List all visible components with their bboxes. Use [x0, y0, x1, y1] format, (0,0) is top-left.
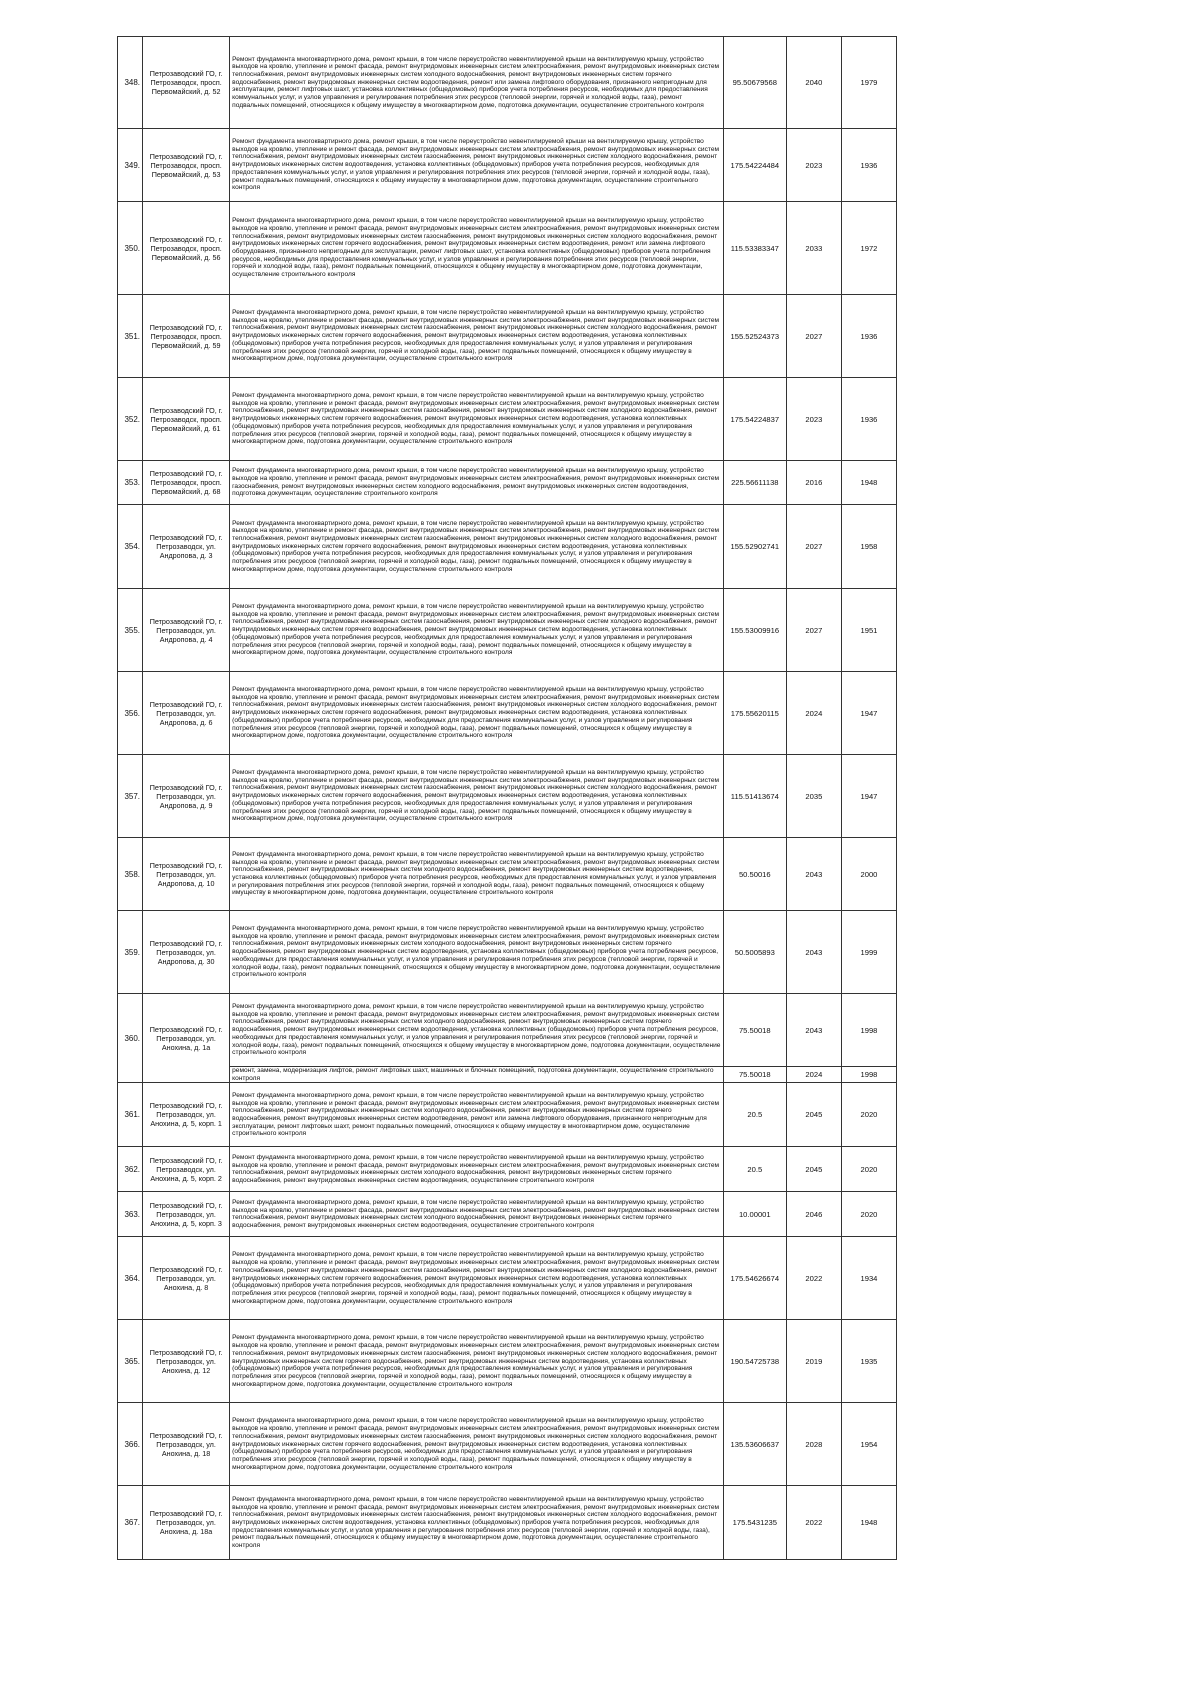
repair-works: Ремонт фундамента многоквартирного дома, ремонт крыши, в том числе переустройство невентилируемой крыши на вентилируемую крышу, устройство выходов на кровлю, утепление и ремонт фасада, ремонт внутридомовых инженерных систем электроснабжения, ремонт внутридомовых инженерных систем теплоснабжения, ремонт внутридомовых инженерных систем газоснабжения, ремонт внутридомовых инженерных систем холодного водоснабжения, ремонт внутридомовых инженерных систем горячего водоснабжения, ремонт внутридомовых инженерных систем водоотведения, установка коллективных (общедомовых) приборов учета потребления ресурсов, необходимых для предоставления коммунальных услуг, и узлов управления и регулирования потребления этих ресурсов (тепловой энергии, горячей и холодной воды, газа), ремонт подвальных помещений, относящихся к общему имуществу в многоквартирном доме, подготовка документации, осуществление строительного контроля [230, 1403, 724, 1486]
repair-works: Ремонт фундамента многоквартирного дома, ремонт крыши, в том числе переустройство невентилируемой крыши на вентилируемую крышу, устройство выходов на кровлю, утепление и ремонт фасада, ремонт внутридомовых инженерных систем электроснабжения, ремонт внутридомовых инженерных систем теплоснабжения, ремонт внутридомовых инженерных систем газоснабжения, ремонт внутридомовых инженерных систем холодного водоснабжения, ремонт внутридомовых инженерных систем горячего водоснабжения, ремонт внутридомовых инженерных систем водоотведения, установка коллективных (общедомовых) приборов учета потребления ресурсов, необходимых для предоставления коммунальных услуг, и узлов управления и регулирования потребления этих ресурсов (тепловой энергии, горячей и холодной воды, газа), ремонт подвальных помещений, относящихся к общему имуществу в многоквартирном доме, подготовка документации, осуществление строительного контроля [230, 755, 724, 838]
table-row [118, 1320, 897, 1403]
planned-year: 2033 [786, 202, 841, 295]
house-address: Петрозаводский ГО, г. Петрозаводск, ул. Андропова, д. 10 [143, 838, 230, 911]
planned-year: 2043 [786, 911, 841, 994]
table-row [118, 37, 897, 129]
table-subrow [118, 1067, 897, 1083]
construction-year: 1951 [841, 589, 896, 672]
table-row [118, 378, 897, 461]
repair-works: Ремонт фундамента многоквартирного дома, ремонт крыши, в том числе переустройство невентилируемой крыши на вентилируемую крышу, устройство выходов на кровлю, утепление и ремонт фасада, ремонт внутридомовых инженерных систем электроснабжения, ремонт внутридомовых инженерных систем теплоснабжения, ремонт внутридомовых инженерных систем холодного водоснабжения, ремонт внутридомовых инженерных систем водоотведения, установка коллективных (общедомовых) приборов учета потребления ресурсов, необходимых для предоставления коммунальных услуг, и узлов управления и регулирования потребления этих ресурсов (тепловой энергии, горячей и холодной воды, газа), ремонт подвальных помещений, относящихся к общему имуществу в многоквартирном доме, подготовка документации, осуществление строительного контроля [230, 838, 724, 911]
repair-works: Ремонт фундамента многоквартирного дома, ремонт крыши, в том числе переустройство невентилируемой крыши на вентилируемую крышу, устройство выходов на кровлю, утепление и ремонт фасада, ремонт внутридомовых инженерных систем электроснабжения, ремонт внутридомовых инженерных систем теплоснабжения, ремонт внутридомовых инженерных систем газоснабжения, ремонт внутридомовых инженерных систем холодного водоснабжения, ремонт внутридомовых инженерных систем горячего водоснабжения, ремонт внутридомовых инженерных систем водоотведения, установка коллективных (общедомовых) приборов учета потребления ресурсов, необходимых для предоставления коммунальных услуг, и узлов управления и регулирования потребления этих ресурсов (тепловой энергии, горячей и холодной воды, газа), ремонт подвальных помещений, относящихся к общему имуществу в многоквартирном доме, подготовка документации, осуществление строительного контроля [230, 589, 724, 672]
repair-cost: 20.5 [723, 1147, 786, 1192]
row-number: 358. [118, 838, 143, 911]
row-number: 359. [118, 911, 143, 994]
construction-year: 1947 [841, 672, 896, 755]
repair-cost: 175.54224837 [723, 378, 786, 461]
planned-year: 2024 [786, 672, 841, 755]
planned-year: 2019 [786, 1320, 841, 1403]
table-row [118, 994, 897, 1067]
construction-year: 2000 [841, 838, 896, 911]
table-row [118, 1192, 897, 1237]
row-number: 365. [118, 1320, 143, 1403]
table-row [118, 295, 897, 378]
construction-year: 1935 [841, 1320, 896, 1403]
repair-cost: 50.50016 [723, 838, 786, 911]
house-address: Петрозаводский ГО, г. Петрозаводск, ул. Анохина, д. 8 [143, 1237, 230, 1320]
row-number: 349. [118, 129, 143, 202]
repair-works: ремонт, замена, модернизация лифтов, ремонт лифтовых шахт, машинных и блочных помещений, подготовка документации, осуществление строительного контроля [230, 1067, 724, 1083]
house-address: Петрозаводский ГО, г. Петрозаводск, ул. Андропова, д. 9 [143, 755, 230, 838]
table-row [118, 1237, 897, 1320]
house-address: Петрозаводский ГО, г. Петрозаводск, ул. Анохина, д. 12 [143, 1320, 230, 1403]
construction-year: 1972 [841, 202, 896, 295]
row-number: 355. [118, 589, 143, 672]
repair-cost: 155.52902741 [723, 505, 786, 589]
planned-year: 2043 [786, 838, 841, 911]
planned-year: 2027 [786, 295, 841, 378]
house-address: Петрозаводский ГО, г. Петрозаводск, просп. Первомайский, д. 61 [143, 378, 230, 461]
planned-year: 2027 [786, 505, 841, 589]
row-number: 362. [118, 1147, 143, 1192]
row-number: 353. [118, 461, 143, 505]
table-row [118, 755, 897, 838]
table-body [118, 37, 897, 1560]
house-address: Петрозаводский ГО, г. Петрозаводск, ул. Анохина, д. 5, корп. 2 [143, 1147, 230, 1192]
repair-cost: 135.53606637 [723, 1403, 786, 1486]
repair-works: Ремонт фундамента многоквартирного дома, ремонт крыши, в том числе переустройство невентилируемой крыши на вентилируемую крышу, устройство выходов на кровлю, утепление и ремонт фасада, ремонт внутридомовых инженерных систем электроснабжения, ремонт внутридомовых инженерных систем теплоснабжения, ремонт внутридомовых инженерных систем газоснабжения, ремонт внутридомовых инженерных систем холодного водоснабжения, ремонт внутридомовых инженерных систем горячего водоснабжения, ремонт внутридомовых инженерных систем водоотведения, ремонт или замена лифтового оборудования, признанного непригодным для эксплуатации, ремонт лифтовых шахт, установка коллективных (общедомовых) приборов учета потребления ресурсов, необходимых для предоставления коммунальных услуг, и узлов управления и регулирования потребления этих ресурсов (тепловой энергии, горячей и холодной воды, газа), ремонт подвальных помещений, относящихся к общему имуществу в многоквартирном доме, подготовка документации, осуществление строительного контроля [230, 202, 724, 295]
construction-year: 2020 [841, 1083, 896, 1147]
construction-year: 1998 [841, 1067, 896, 1083]
house-address: Петрозаводский ГО, г. Петрозаводск, ул. Анохина, д. 18а [143, 1486, 230, 1560]
repair-cost: 175.54626674 [723, 1237, 786, 1320]
capital-repair-table [117, 36, 897, 1560]
table-row [118, 911, 897, 994]
repair-works: Ремонт фундамента многоквартирного дома, ремонт крыши, в том числе переустройство невентилируемой крыши на вентилируемую крышу, устройство выходов на кровлю, утепление и ремонт фасада, ремонт внутридомовых инженерных систем электроснабжения, ремонт внутридомовых инженерных систем теплоснабжения, ремонт внутридомовых инженерных систем холодного водоснабжения, ремонт внутридомовых инженерных систем горячего водоснабжения, ремонт внутридомовых инженерных систем водоотведения, ремонт или замена лифтового оборудования, признанного непригодным для эксплуатации, ремонт лифтовых шахт, ремонт подвальных помещений, относящихся к общему имуществу в многоквартирном доме, осуществление строительного контроля [230, 1083, 724, 1147]
planned-year: 2024 [786, 1067, 841, 1083]
document-page [117, 36, 897, 1560]
house-address: Петрозаводский ГО, г. Петрозаводск, ул. Анохина, д. 5, корп. 1 [143, 1083, 230, 1147]
planned-year: 2035 [786, 755, 841, 838]
construction-year: 1936 [841, 295, 896, 378]
repair-cost: 115.51413674 [723, 755, 786, 838]
house-address: Петрозаводский ГО, г. Петрозаводск, ул. Анохина, д. 18 [143, 1403, 230, 1486]
repair-cost: 20.5 [723, 1083, 786, 1147]
row-number: 361. [118, 1083, 143, 1147]
repair-cost: 50.5005893 [723, 911, 786, 994]
repair-cost: 155.52524373 [723, 295, 786, 378]
repair-works: Ремонт фундамента многоквартирного дома, ремонт крыши, в том числе переустройство невентилируемой крыши на вентилируемую крышу, устройство выходов на кровлю, утепление и ремонт фасада, ремонт внутридомовых инженерных систем электроснабжения, ремонт внутридомовых инженерных систем теплоснабжения, ремонт внутридомовых инженерных систем холодного водоснабжения, ремонт внутридомовых инженерных систем горячего водоснабжения, ремонт внутридомовых инженерных систем водоотведения, ремонт или замена лифтового оборудования, признанного непригодным для эксплуатации, ремонт лифтовых шахт, установка коллективных (общедомовых) приборов учета потребления ресурсов, необходимых для предоставления коммунальных услуг, и узлов управления и регулирования потребления этих ресурсов (тепловой энергии, горячей и холодной воды, газа), ремонт подвальных помещений, относящихся к общему имуществу в многоквартирном доме, подготовка документации, осуществление строительного контроля [230, 37, 724, 129]
row-number: 364. [118, 1237, 143, 1320]
repair-works: Ремонт фундамента многоквартирного дома, ремонт крыши, в том числе переустройство невентилируемой крыши на вентилируемую крышу, устройство выходов на кровлю, утепление и ремонт фасада, ремонт внутридомовых инженерных систем электроснабжения, ремонт внутридомовых инженерных систем теплоснабжения, ремонт внутридомовых инженерных систем газоснабжения, ремонт внутридомовых инженерных систем холодного водоснабжения, ремонт внутридомовых инженерных систем горячего водоснабжения, ремонт внутридомовых инженерных систем водоотведения, установка коллективных (общедомовых) приборов учета потребления ресурсов, необходимых для предоставления коммунальных услуг, и узлов управления и регулирования потребления этих ресурсов (тепловой энергии, горячей и холодной воды, газа), ремонт подвальных помещений, относящихся к общему имуществу в многоквартирном доме, подготовка документации, осуществление строительного контроля [230, 378, 724, 461]
construction-year: 2020 [841, 1147, 896, 1192]
construction-year: 1954 [841, 1403, 896, 1486]
planned-year: 2027 [786, 589, 841, 672]
table-row [118, 461, 897, 505]
construction-year: 1979 [841, 37, 896, 129]
house-address: Петрозаводский ГО, г. Петрозаводск, ул. Андропова, д. 4 [143, 589, 230, 672]
repair-cost: 75.50018 [723, 1067, 786, 1083]
construction-year: 1936 [841, 378, 896, 461]
repair-works: Ремонт фундамента многоквартирного дома, ремонт крыши, в том числе переустройство невентилируемой крыши на вентилируемую крышу, устройство выходов на кровлю, утепление и ремонт фасада, ремонт внутридомовых инженерных систем электроснабжения, ремонт внутридомовых инженерных систем газоснабжения, ремонт внутридомовых инженерных систем холодного водоснабжения, ремонт внутридомовых инженерных систем водоотведения, подготовка документации, осуществление строительного контроля [230, 461, 724, 505]
repair-cost: 225.56611138 [723, 461, 786, 505]
house-address: Петрозаводский ГО, г. Петрозаводск, ул. Андропова, д. 6 [143, 672, 230, 755]
planned-year: 2022 [786, 1237, 841, 1320]
house-address: Петрозаводский ГО, г. Петрозаводск, ул. Андропова, д. 3 [143, 505, 230, 589]
table-row [118, 202, 897, 295]
repair-cost: 115.53383347 [723, 202, 786, 295]
construction-year: 1936 [841, 129, 896, 202]
repair-works: Ремонт фундамента многоквартирного дома, ремонт крыши, в том числе переустройство невентилируемой крыши на вентилируемую крышу, устройство выходов на кровлю, утепление и ремонт фасада, ремонт внутридомовых инженерных систем электроснабжения, ремонт внутридомовых инженерных систем теплоснабжения, ремонт внутридомовых инженерных систем газоснабжения, ремонт внутридомовых инженерных систем холодного водоснабжения, ремонт внутридомовых инженерных систем горячего водоснабжения, ремонт внутридомовых инженерных систем водоотведения, установка коллективных (общедомовых) приборов учета потребления ресурсов, необходимых для предоставления коммунальных услуг, и узлов управления и регулирования потребления этих ресурсов (тепловой энергии, горячей и холодной воды, газа), ремонт подвальных помещений, относящихся к общему имуществу в многоквартирном доме, подготовка документации, осуществление строительного контроля [230, 672, 724, 755]
repair-cost: 75.50018 [723, 994, 786, 1067]
planned-year: 2023 [786, 378, 841, 461]
planned-year: 2043 [786, 994, 841, 1067]
row-number: 356. [118, 672, 143, 755]
row-number: 354. [118, 505, 143, 589]
planned-year: 2022 [786, 1486, 841, 1560]
planned-year: 2046 [786, 1192, 841, 1237]
planned-year: 2023 [786, 129, 841, 202]
construction-year: 1948 [841, 1486, 896, 1560]
table-row [118, 672, 897, 755]
table-row [118, 1403, 897, 1486]
table-row [118, 1083, 897, 1147]
repair-cost: 175.5431235 [723, 1486, 786, 1560]
planned-year: 2045 [786, 1083, 841, 1147]
planned-year: 2016 [786, 461, 841, 505]
repair-works: Ремонт фундамента многоквартирного дома, ремонт крыши, в том числе переустройство невентилируемой крыши на вентилируемую крышу, устройство выходов на кровлю, утепление и ремонт фасада, ремонт внутридомовых инженерных систем электроснабжения, ремонт внутридомовых инженерных систем теплоснабжения, ремонт внутридомовых инженерных систем холодного водоснабжения, ремонт внутридомовых инженерных систем горячего водоснабжения, ремонт внутридомовых инженерных систем водоотведения, установка коллективных (общедомовых) приборов учета потребления ресурсов, необходимых для предоставления коммунальных услуг, и узлов управления и регулирования потребления этих ресурсов (тепловой энергии, горячей и холодной воды, газа), ремонт подвальных помещений, относящихся к общему имуществу в многоквартирном доме, подготовка документации, осуществление строительного контроля [230, 994, 724, 1067]
repair-cost: 190.54725738 [723, 1320, 786, 1403]
row-number: 360. [118, 994, 143, 1083]
repair-cost: 175.54224484 [723, 129, 786, 202]
repair-cost: 155.53009916 [723, 589, 786, 672]
house-address: Петрозаводский ГО, г. Петрозаводск, просп. Первомайский, д. 56 [143, 202, 230, 295]
construction-year: 1948 [841, 461, 896, 505]
planned-year: 2045 [786, 1147, 841, 1192]
table-row [118, 589, 897, 672]
repair-works: Ремонт фундамента многоквартирного дома, ремонт крыши, в том числе переустройство невентилируемой крыши на вентилируемую крышу, устройство выходов на кровлю, утепление и ремонт фасада, ремонт внутридомовых инженерных систем электроснабжения, ремонт внутридомовых инженерных систем теплоснабжения, ремонт внутридомовых инженерных систем холодного водоснабжения, ремонт внутридомовых инженерных систем горячего водоснабжения, ремонт внутридомовых инженерных систем водоотведения, осуществление строительного контроля [230, 1192, 724, 1237]
repair-works: Ремонт фундамента многоквартирного дома, ремонт крыши, в том числе переустройство невентилируемой крыши на вентилируемую крышу, устройство выходов на кровлю, утепление и ремонт фасада, ремонт внутридомовых инженерных систем электроснабжения, ремонт внутридомовых инженерных систем теплоснабжения, ремонт внутридомовых инженерных систем газоснабжения, ремонт внутридомовых инженерных систем холодного водоснабжения, ремонт внутридомовых инженерных систем горячего водоснабжения, ремонт внутридомовых инженерных систем водоотведения, установка коллективных (общедомовых) приборов учета потребления ресурсов, необходимых для предоставления коммунальных услуг, и узлов управления и регулирования потребления этих ресурсов (тепловой энергии, горячей и холодной воды, газа), ремонт подвальных помещений, относящихся к общему имуществу в многоквартирном доме, подготовка документации, осуществление строительного контроля [230, 1237, 724, 1320]
house-address: Петрозаводский ГО, г. Петрозаводск, просп. Первомайский, д. 53 [143, 129, 230, 202]
row-number: 350. [118, 202, 143, 295]
construction-year: 1998 [841, 994, 896, 1067]
house-address: Петрозаводский ГО, г. Петрозаводск, ул. Анохина, д. 5, корп. 3 [143, 1192, 230, 1237]
repair-works: Ремонт фундамента многоквартирного дома, ремонт крыши, в том числе переустройство невентилируемой крыши на вентилируемую крышу, устройство выходов на кровлю, утепление и ремонт фасада, ремонт внутридомовых инженерных систем электроснабжения, ремонт внутридомовых инженерных систем теплоснабжения, ремонт внутридомовых инженерных систем газоснабжения, ремонт внутридомовых инженерных систем холодного водоснабжения, ремонт внутридомовых инженерных систем горячего водоснабжения, ремонт внутридомовых инженерных систем водоотведения, установка коллективных (общедомовых) приборов учета потребления ресурсов, необходимых для предоставления коммунальных услуг, и узлов управления и регулирования потребления этих ресурсов (тепловой энергии, горячей и холодной воды, газа), ремонт подвальных помещений, относящихся к общему имуществу в многоквартирном доме, подготовка документации, осуществление строительного контроля [230, 1320, 724, 1403]
repair-cost: 175.55620115 [723, 672, 786, 755]
construction-year: 1947 [841, 755, 896, 838]
row-number: 348. [118, 37, 143, 129]
house-address: Петрозаводский ГО, г. Петрозаводск, просп. Первомайский, д. 52 [143, 37, 230, 129]
repair-cost: 10.00001 [723, 1192, 786, 1237]
planned-year: 2040 [786, 37, 841, 129]
repair-works: Ремонт фундамента многоквартирного дома, ремонт крыши, в том числе переустройство невентилируемой крыши на вентилируемую крышу, устройство выходов на кровлю, утепление и ремонт фасада, ремонт внутридомовых инженерных систем электроснабжения, ремонт внутридомовых инженерных систем теплоснабжения, ремонт внутридомовых инженерных систем холодного водоснабжения, ремонт внутридомовых инженерных систем горячего водоснабжения, ремонт внутридомовых инженерных систем водоотведения, осуществление строительного контроля [230, 1147, 724, 1192]
repair-works: Ремонт фундамента многоквартирного дома, ремонт крыши, в том числе переустройство невентилируемой крыши на вентилируемую крышу, устройство выходов на кровлю, утепление и ремонт фасада, ремонт внутридомовых инженерных систем электроснабжения, ремонт внутридомовых инженерных систем теплоснабжения, ремонт внутридомовых инженерных систем холодного водоснабжения, ремонт внутридомовых инженерных систем горячего водоснабжения, ремонт внутридомовых инженерных систем водоотведения, установка коллективных (общедомовых) приборов учета потребления ресурсов, необходимых для предоставления коммунальных услуг, и узлов управления и регулирования потребления этих ресурсов (тепловой энергии, горячей и холодной воды, газа), ремонт подвальных помещений, относящихся к общему имуществу в многоквартирном доме, подготовка документации, осуществление строительного контроля [230, 911, 724, 994]
planned-year: 2028 [786, 1403, 841, 1486]
table-row [118, 1486, 897, 1560]
repair-works: Ремонт фундамента многоквартирного дома, ремонт крыши, в том числе переустройство невентилируемой крыши на вентилируемую крышу, устройство выходов на кровлю, утепление и ремонт фасада, ремонт внутридомовых инженерных систем электроснабжения, ремонт внутридомовых инженерных систем теплоснабжения, ремонт внутридомовых инженерных систем газоснабжения, ремонт внутридомовых инженерных систем холодного водоснабжения, ремонт внутридомовых инженерных систем водоотведения, установка коллективных (общедомовых) приборов учета потребления ресурсов, необходимых для предоставления коммунальных услуг, и узлов управления и регулирования потребления этих ресурсов (тепловой энергии, горячей и холодной воды, газа), ремонт подвальных помещений, относящихся к общему имуществу в многоквартирном доме, подготовка документации, осуществление строительного контроля [230, 1486, 724, 1560]
repair-cost: 95.50679568 [723, 37, 786, 129]
construction-year: 1958 [841, 505, 896, 589]
table-row [118, 505, 897, 589]
house-address: Петрозаводский ГО, г. Петрозаводск, ул. Анохина, д. 1а [143, 994, 230, 1083]
construction-year: 2020 [841, 1192, 896, 1237]
table-row [118, 129, 897, 202]
repair-works: Ремонт фундамента многоквартирного дома, ремонт крыши, в том числе переустройство невентилируемой крыши на вентилируемую крышу, устройство выходов на кровлю, утепление и ремонт фасада, ремонт внутридомовых инженерных систем электроснабжения, ремонт внутридомовых инженерных систем теплоснабжения, ремонт внутридомовых инженерных систем газоснабжения, ремонт внутридомовых инженерных систем холодного водоснабжения, ремонт внутридомовых инженерных систем водоотведения, установка коллективных (общедомовых) приборов учета потребления ресурсов, необходимых для предоставления коммунальных услуг, и узлов управления и регулирования потребления этих ресурсов (тепловой энергии, горячей и холодной воды, газа), ремонт подвальных помещений, относящихся к общему имуществу в многоквартирном доме, подготовка документации, осуществление строительного контроля [230, 129, 724, 202]
row-number: 367. [118, 1486, 143, 1560]
repair-works: Ремонт фундамента многоквартирного дома, ремонт крыши, в том числе переустройство невентилируемой крыши на вентилируемую крышу, устройство выходов на кровлю, утепление и ремонт фасада, ремонт внутридомовых инженерных систем электроснабжения, ремонт внутридомовых инженерных систем теплоснабжения, ремонт внутридомовых инженерных систем газоснабжения, ремонт внутридомовых инженерных систем холодного водоснабжения, ремонт внутридомовых инженерных систем горячего водоснабжения, ремонт внутридомовых инженерных систем водоотведения, установка коллективных (общедомовых) приборов учета потребления ресурсов, необходимых для предоставления коммунальных услуг, и узлов управления и регулирования потребления этих ресурсов (тепловой энергии, горячей и холодной воды, газа), ремонт подвальных помещений, относящихся к общему имуществу в многоквартирном доме, подготовка документации, осуществление строительного контроля [230, 295, 724, 378]
table-row [118, 838, 897, 911]
construction-year: 1934 [841, 1237, 896, 1320]
repair-works: Ремонт фундамента многоквартирного дома, ремонт крыши, в том числе переустройство невентилируемой крыши на вентилируемую крышу, устройство выходов на кровлю, утепление и ремонт фасада, ремонт внутридомовых инженерных систем электроснабжения, ремонт внутридомовых инженерных систем теплоснабжения, ремонт внутридомовых инженерных систем газоснабжения, ремонт внутридомовых инженерных систем холодного водоснабжения, ремонт внутридомовых инженерных систем горячего водоснабжения, ремонт внутридомовых инженерных систем водоотведения, установка коллективных (общедомовых) приборов учета потребления ресурсов, необходимых для предоставления коммунальных услуг, и узлов управления и регулирования потребления этих ресурсов (тепловой энергии, горячей и холодной воды, газа), ремонт подвальных помещений, относящихся к общему имуществу в многоквартирном доме, подготовка документации, осуществление строительного контроля [230, 505, 724, 589]
row-number: 351. [118, 295, 143, 378]
table-row [118, 1147, 897, 1192]
row-number: 366. [118, 1403, 143, 1486]
house-address: Петрозаводский ГО, г. Петрозаводск, просп. Первомайский, д. 68 [143, 461, 230, 505]
house-address: Петрозаводский ГО, г. Петрозаводск, ул. Андропова, д. 30 [143, 911, 230, 994]
row-number: 357. [118, 755, 143, 838]
row-number: 363. [118, 1192, 143, 1237]
construction-year: 1999 [841, 911, 896, 994]
row-number: 352. [118, 378, 143, 461]
house-address: Петрозаводский ГО, г. Петрозаводск, просп. Первомайский, д. 59 [143, 295, 230, 378]
